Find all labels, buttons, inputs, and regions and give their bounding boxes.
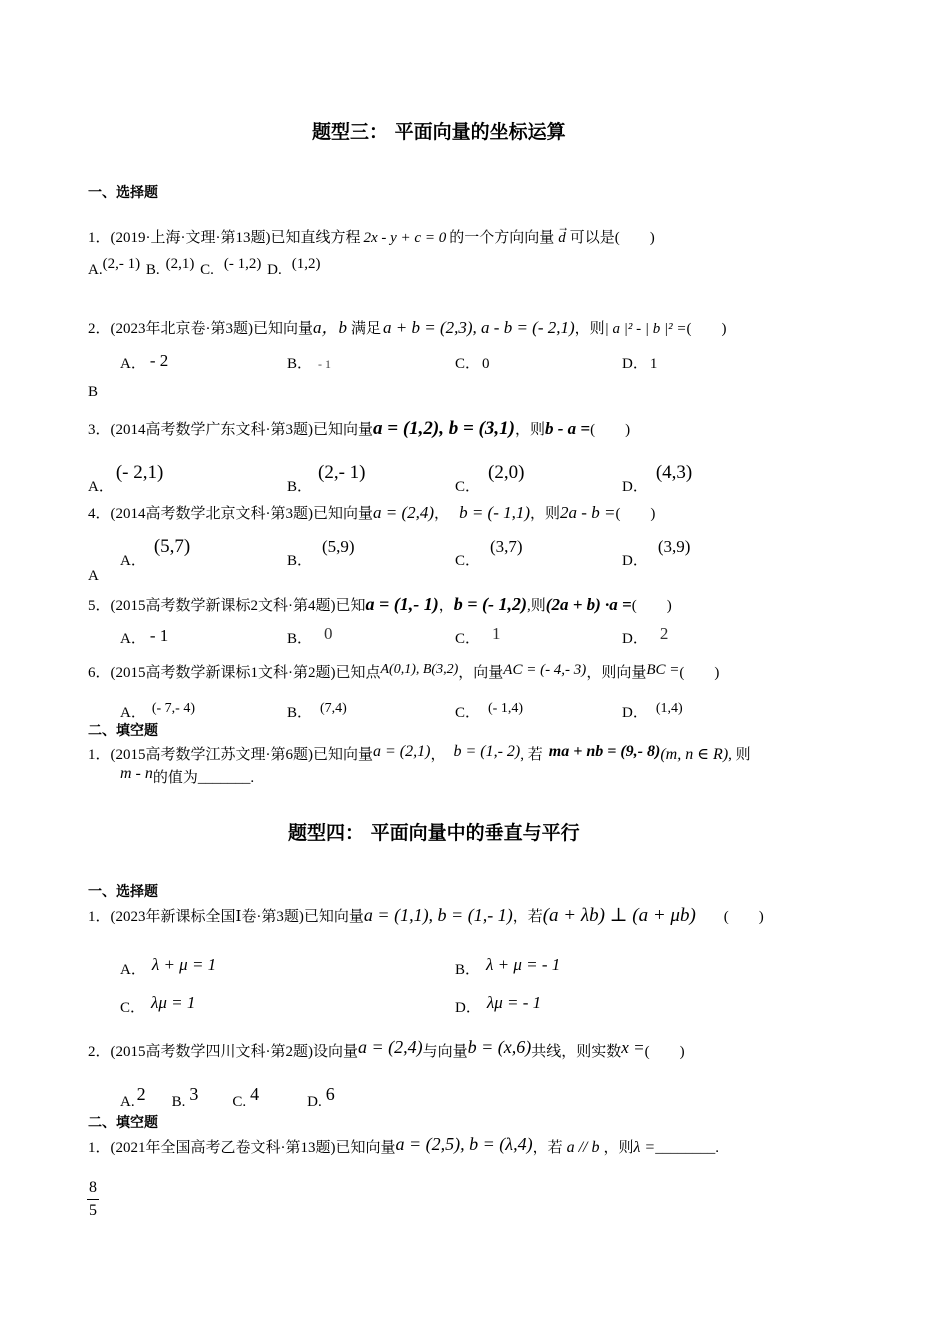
s3-q2-answer: B — [88, 384, 99, 400]
s3-q1-vec: → d — [557, 220, 570, 246]
option-value[interactable]: (2,- 1) — [102, 256, 141, 272]
s4-fill1: 1．(2021年全国高考乙卷文科·第13题)已知向量a = (2,5), b = (λ,4)，若 a // b ，则λ =________. — [88, 1134, 719, 1156]
arrow-icon: → — [557, 220, 570, 234]
s4-q1-opt-a[interactable]: A． λ + μ = 1 — [120, 955, 217, 978]
section4-choice-header: 一、选择题 — [88, 884, 158, 900]
s3-q3-then: ，则 — [514, 422, 545, 438]
s4-q1-opt-d[interactable]: D． λμ = - 1 — [455, 993, 542, 1016]
s4-q1: 1．(2023年新课标全国Ⅰ卷·第3题)已知向量a = (1,1), b = (1,- 1)，若(a + λb) ⊥ (a + μb) ( ) — [88, 905, 764, 926]
s3-q2-opt-b[interactable]: B． - 1 — [287, 356, 332, 372]
s3-q3-suffix: ( ) — [590, 422, 631, 438]
s3-q1-prefix: 1．(2019·上海·文理·第13题)已知直线方程 — [88, 230, 361, 246]
s3-q4-opt-d[interactable]: D．(3,9) — [622, 537, 691, 569]
s3-q6: 6．(2015高考数学新课标1文科·第2题)已知点A(0,1), B(3,2)，向量AC = (- 4,- 3)，则向量BC =( ) — [88, 662, 720, 681]
s3-q4-opt-a[interactable]: A．(5,7) — [120, 536, 191, 569]
fraction-bar — [87, 1199, 99, 1200]
option-value[interactable]: 4 — [250, 1084, 260, 1104]
option-label: D. — [267, 262, 282, 278]
s4-q2: 2．(2015高考数学四川文科·第2题)设向量a = (2,4)与向量b = (x,6)共线，则实数x =( ) — [88, 1037, 685, 1060]
s3-q1-expr: 2x - y + c = 0 — [363, 230, 447, 246]
s3-q5-opt-d[interactable]: D． 2 — [622, 624, 669, 647]
section4-title: 题型四： 平面向量中的垂直与平行 — [288, 822, 580, 844]
s4-q1-opt-c[interactable]: C． λμ = 1 — [120, 993, 196, 1016]
s3-q5-opt-a[interactable]: A． - 1 — [120, 626, 169, 647]
section3-title: 题型三： 平面向量的坐标运算 — [312, 121, 566, 143]
s3-q2-opt-c[interactable]: C． 0 — [455, 356, 490, 372]
s3-fill1: 1．(2015高考数学江苏文理·第6题)已知向量a = (2,1)， b = (1,- 2), 若 ma + nb = (9,- 8)(m, n ∈ R), 则 — [88, 743, 751, 763]
option-value[interactable]: 3 — [189, 1084, 199, 1104]
s3-q3-expr2: b - a = — [544, 419, 591, 438]
s3-q2-prefix: 2．(2023年北京卷·第3题)已知向量 — [88, 321, 313, 337]
option-label: D. — [307, 1094, 322, 1110]
option-value[interactable]: 2 — [136, 1084, 146, 1104]
option-label: B. — [171, 1094, 186, 1110]
s3-q3-opt-a[interactable]: A．(- 2,1) — [88, 462, 164, 495]
s3-q6-opt-d[interactable]: D． (1,4) — [622, 701, 683, 721]
s3-q3 — [88, 418, 630, 440]
s3-q2-expr: a + b = (2,3), a - b = (- 2,1) — [383, 318, 575, 337]
s3-q2-then: ，则 — [574, 321, 605, 337]
s4-q2-options — [120, 1084, 335, 1110]
section3-choice-header: 一、选择题 — [88, 185, 158, 201]
option-label: A. — [120, 1094, 135, 1110]
s3-q1-options — [88, 256, 322, 279]
s3-q5: 5．(2015高考数学新课标2文科·第4题)已知a = (1,- 1)，b = (- 1,2),则(2a + b) ·a =( ) — [88, 594, 672, 614]
s3-q6-opt-a[interactable]: A． (- 7,- 4) — [120, 701, 195, 721]
s3-q5-opt-b[interactable]: B． 0 — [287, 624, 333, 647]
s3-q1-suffix: 可以是( ) — [569, 230, 655, 246]
option-value[interactable]: (- 1,2) — [223, 256, 262, 272]
s3-q2 — [88, 313, 727, 338]
s3-q2-mid: 满足 — [351, 321, 382, 337]
s3-q4-answer: A — [88, 568, 99, 584]
s3-q3-opt-d[interactable]: D．(4,3) — [622, 462, 693, 495]
option-value[interactable]: 6 — [325, 1084, 335, 1104]
s4-fill1-answer — [87, 1178, 99, 1221]
s3-q4-opt-b[interactable]: B．(5,9) — [287, 537, 355, 569]
s4-q1-opt-b[interactable]: B． λ + μ = - 1 — [455, 955, 561, 978]
s3-q2-expr2: | a |² - | b |² = — [604, 321, 687, 337]
s3-fill1-line2: m - n的值为_______. — [120, 765, 255, 786]
s3-q3-expr: a = (1,2), b = (3,1) — [373, 418, 515, 439]
s3-q4-opt-c[interactable]: C．(3,7) — [455, 537, 523, 569]
option-label: C. — [200, 262, 214, 278]
option-label: B. — [145, 262, 160, 278]
s3-q4: 4．(2014高考数学北京文科·第3题)已知向量a = (2,4)， b = (- 1,1)，则2a - b =( ) — [88, 503, 656, 522]
s3-q1 — [88, 220, 655, 247]
s3-q1-middle: 的一个方向向量 — [449, 230, 555, 246]
section4-fill-header: 二、填空题 — [88, 1115, 158, 1131]
s3-q3-opt-b[interactable]: B．(2,- 1) — [287, 462, 366, 495]
s3-q6-opt-c[interactable]: C． (- 1,4) — [455, 701, 524, 721]
section3-fill-header: 二、填空题 — [88, 723, 158, 739]
s3-q6-opt-b[interactable]: B． (7,4) — [287, 701, 347, 721]
s3-q2-opt-a[interactable]: A． - 2 — [120, 351, 169, 372]
option-label: C. — [232, 1094, 247, 1110]
s3-q5-opt-c[interactable]: C． 1 — [455, 624, 501, 647]
fraction-denominator: 5 — [89, 1202, 97, 1219]
s3-q3-prefix: 3．(2014高考数学广东文科·第3题)已知向量 — [88, 422, 373, 438]
fraction-numerator: 8 — [89, 1179, 97, 1196]
option-value[interactable]: (2,1) — [165, 256, 195, 272]
s3-q2-suffix: ( ) — [686, 321, 727, 337]
s3-q3-opt-c[interactable]: C．(2,0) — [455, 462, 525, 495]
s3-q2-vars: a，b — [313, 318, 347, 337]
option-value[interactable]: (1,2) — [291, 256, 321, 272]
option-label: A. — [88, 262, 103, 278]
s3-q2-opt-d[interactable]: D． 1 — [622, 356, 658, 372]
